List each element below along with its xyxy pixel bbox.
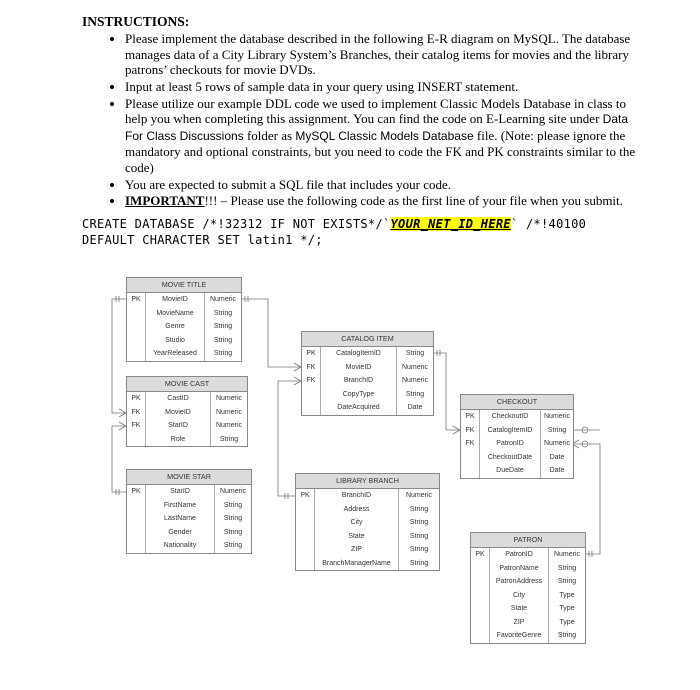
bullet-ddl-text-start: Please utilize our example DDL code we used to implement Classic Models Database in class to help you when completing this assignment. You can find the code on E-Learning site under — [125, 96, 626, 127]
field-name: Role — [146, 433, 211, 447]
field-type: Numeric — [215, 422, 243, 429]
field-key — [302, 401, 321, 415]
field-name: MovieName — [146, 307, 205, 321]
field-name: PatronName — [490, 562, 549, 576]
field-type: String — [213, 309, 233, 317]
table-row — [302, 361, 433, 375]
field-type: String — [409, 532, 429, 540]
table-row — [471, 589, 585, 603]
field-type: String — [547, 426, 567, 434]
table-row — [471, 562, 585, 576]
table-patron — [470, 532, 586, 644]
table-row — [461, 464, 573, 478]
field-key — [127, 539, 146, 553]
field-type: String — [409, 505, 429, 513]
table-row — [296, 543, 439, 557]
table-row — [296, 530, 439, 544]
field-type: Numeric — [553, 551, 581, 558]
field-key — [471, 629, 490, 643]
table-movie-star — [126, 469, 252, 554]
field-name: City — [490, 589, 549, 603]
field-name: State — [315, 530, 399, 544]
field-name: State — [490, 602, 549, 616]
field-type: Numeric — [215, 395, 243, 402]
field-name: MovieID — [146, 293, 205, 307]
bullet-ddl-location: Data For Class Discussions — [125, 112, 629, 143]
table-title: MOVIE TITLE — [127, 278, 241, 293]
field-key — [127, 320, 146, 334]
code-netid-placeholder: YOUR_NET_ID_HERE — [390, 217, 511, 231]
table-library-branch — [295, 473, 440, 571]
field-key: FK — [461, 424, 480, 438]
field-key — [296, 503, 315, 517]
field-key — [127, 307, 146, 321]
field-key — [127, 512, 146, 526]
table-row — [127, 526, 251, 540]
important-label: IMPORTANT — [125, 193, 205, 209]
field-type: String — [223, 515, 243, 522]
code-line1-pre: CREATE DATABASE /*!32312 IF NOT EXISTS*/` — [82, 217, 391, 231]
field-name: StarID — [146, 485, 215, 499]
field-name: DateAcquired — [321, 401, 397, 415]
code-line2: DEFAULT CHARACTER SET latin1 */; — [82, 233, 323, 247]
bullet-submit: • You are expected to submit a SQL file that includes your code. — [125, 177, 642, 192]
table-row — [471, 616, 585, 630]
field-name: City — [315, 516, 399, 530]
table-title: MOVIE STAR — [127, 470, 251, 485]
field-key: PK — [302, 347, 321, 361]
field-key — [127, 499, 146, 513]
table-movie-cast — [126, 376, 248, 447]
field-key — [471, 616, 490, 630]
field-key — [296, 557, 315, 571]
field-type: Type — [559, 591, 575, 599]
table-row — [127, 485, 251, 499]
field-name: MovieID — [146, 406, 211, 420]
table-row — [127, 406, 247, 420]
field-type: Type — [559, 605, 575, 612]
field-key — [127, 347, 146, 361]
field-name: FirstName — [146, 499, 215, 513]
field-key: PK — [461, 410, 480, 424]
field-name: PatronAddress — [490, 575, 549, 589]
field-type: Numeric — [405, 492, 433, 499]
field-name: Studio — [146, 334, 205, 348]
field-key: FK — [127, 419, 146, 433]
field-type: String — [223, 542, 243, 549]
field-type: Date — [549, 453, 565, 461]
table-row — [461, 451, 573, 465]
field-name: CatalogItemID — [480, 424, 541, 438]
field-type: String — [213, 350, 233, 357]
field-name: BranchManagerName — [315, 557, 399, 571]
table-row — [471, 602, 585, 616]
field-name: CheckoutID — [480, 410, 541, 424]
field-name: DueDate — [480, 464, 541, 478]
field-key — [471, 589, 490, 603]
field-key — [471, 602, 490, 616]
field-name: CatalogItemID — [321, 347, 397, 361]
field-name: ZIP — [490, 616, 549, 630]
table-row — [127, 512, 251, 526]
field-key: PK — [471, 548, 490, 562]
table-row — [127, 293, 241, 307]
rel-title-cast — [112, 299, 126, 413]
field-type: String — [223, 501, 243, 509]
bullet-ddl-text-end: file. (Note: please ignore the mandatory and optional constraints, but you need to code the FK and PK constraints similar to the code) — [125, 127, 636, 175]
field-name: CheckoutDate — [480, 451, 541, 465]
field-key: PK — [127, 392, 146, 406]
table-row — [461, 410, 573, 424]
field-key — [296, 530, 315, 544]
table-row — [296, 489, 439, 503]
field-type: String — [405, 390, 425, 398]
table-row — [127, 539, 251, 553]
field-key — [296, 543, 315, 557]
table-row — [296, 516, 439, 530]
table-row — [127, 392, 247, 406]
field-key — [471, 562, 490, 576]
rel-catalog-checkout — [432, 353, 460, 430]
instructions-heading: INSTRUCTIONS: — [82, 14, 190, 29]
field-type: String — [557, 632, 577, 639]
field-key: FK — [461, 437, 480, 451]
field-name: MovieID — [321, 361, 397, 375]
field-key: PK — [127, 485, 146, 499]
table-row — [302, 347, 433, 361]
table-row — [471, 575, 585, 589]
field-name: Nationality — [146, 539, 215, 553]
field-name: BranchID — [315, 489, 399, 503]
table-row — [127, 307, 241, 321]
field-key — [471, 575, 490, 589]
field-type: String — [557, 564, 577, 572]
field-name: YearReleased — [146, 347, 205, 361]
field-name: PatronID — [490, 548, 549, 562]
table-row — [127, 320, 241, 334]
field-key — [302, 388, 321, 402]
table-row — [296, 503, 439, 517]
field-type: String — [405, 350, 425, 357]
table-row — [127, 419, 247, 433]
table-row — [127, 347, 241, 361]
field-type: String — [219, 435, 239, 443]
field-name: Address — [315, 503, 399, 517]
field-key — [461, 464, 480, 478]
table-title: LIBRARY BRANCH — [296, 474, 439, 489]
field-type: Date — [549, 467, 565, 474]
bullet-implement: • Please implement the database described in the following E-R diagram on MySQL. The database manages data of a City Library System’s Branches, their catalog items for movies and the library patrons’ checkouts for movie DVDs. — [125, 31, 642, 77]
field-name: FavoriteGenre — [490, 629, 549, 643]
field-key — [127, 526, 146, 540]
table-title: CHECKOUT — [461, 395, 573, 410]
important-text: !!! – Please use the following code as the first line of your file when you submit. — [204, 193, 623, 209]
field-type: Numeric — [543, 440, 571, 447]
field-type: String — [409, 519, 429, 526]
table-movie-title — [126, 277, 242, 362]
field-type: Numeric — [401, 363, 429, 371]
field-name: CopyType — [321, 388, 397, 402]
field-type: Numeric — [209, 296, 237, 303]
table-row — [302, 374, 433, 388]
field-type: String — [557, 578, 577, 585]
table-title: MOVIE CAST — [127, 377, 247, 392]
field-key — [296, 516, 315, 530]
field-type: Numeric — [401, 377, 429, 384]
field-key: PK — [296, 489, 315, 503]
bullet-sample-data: • Input at least 5 rows of sample data in your query using INSERT statement. — [125, 79, 642, 94]
field-key — [127, 433, 146, 447]
table-row — [127, 334, 241, 348]
field-name: Genre — [146, 320, 205, 334]
table-row — [461, 424, 573, 438]
table-row — [461, 437, 573, 451]
field-type: String — [213, 323, 233, 330]
code-line1-post: ` /*!40100 — [510, 217, 587, 231]
table-row — [471, 548, 585, 562]
field-type: String — [409, 559, 429, 567]
field-type: String — [223, 528, 243, 536]
table-title: PATRON — [471, 533, 585, 548]
field-key: PK — [127, 293, 146, 307]
rel-title-catalog — [240, 299, 301, 367]
table-checkout — [460, 394, 574, 479]
field-key — [127, 334, 146, 348]
field-type: Date — [407, 404, 423, 411]
bullet-ddl-text-mid: folder as — [243, 127, 296, 143]
table-row — [127, 499, 251, 513]
field-type: Numeric — [215, 408, 243, 416]
table-row — [471, 629, 585, 643]
table-row — [302, 388, 433, 402]
field-key: FK — [302, 374, 321, 388]
table-row — [127, 433, 247, 447]
field-name: ZIP — [315, 543, 399, 557]
field-name: Gender — [146, 526, 215, 540]
field-name: LastName — [146, 512, 215, 526]
table-row — [296, 557, 439, 571]
field-key — [461, 451, 480, 465]
field-name: PatronID — [480, 437, 541, 451]
field-type: String — [213, 336, 233, 344]
table-row — [302, 401, 433, 415]
table-catalog-item — [301, 331, 434, 416]
field-name: StarID — [146, 419, 211, 433]
field-type: Numeric — [219, 488, 247, 495]
field-key: FK — [127, 406, 146, 420]
field-key: FK — [302, 361, 321, 375]
field-type: Type — [559, 618, 575, 626]
rel-star-cast — [112, 426, 126, 492]
table-title: CATALOG ITEM — [302, 332, 433, 347]
field-type: String — [409, 546, 429, 553]
field-name: BranchID — [321, 374, 397, 388]
field-type: Numeric — [543, 413, 571, 420]
bullet-ddl-file: MySQL Classic Models Database — [295, 128, 474, 143]
field-name: CastID — [146, 392, 211, 406]
